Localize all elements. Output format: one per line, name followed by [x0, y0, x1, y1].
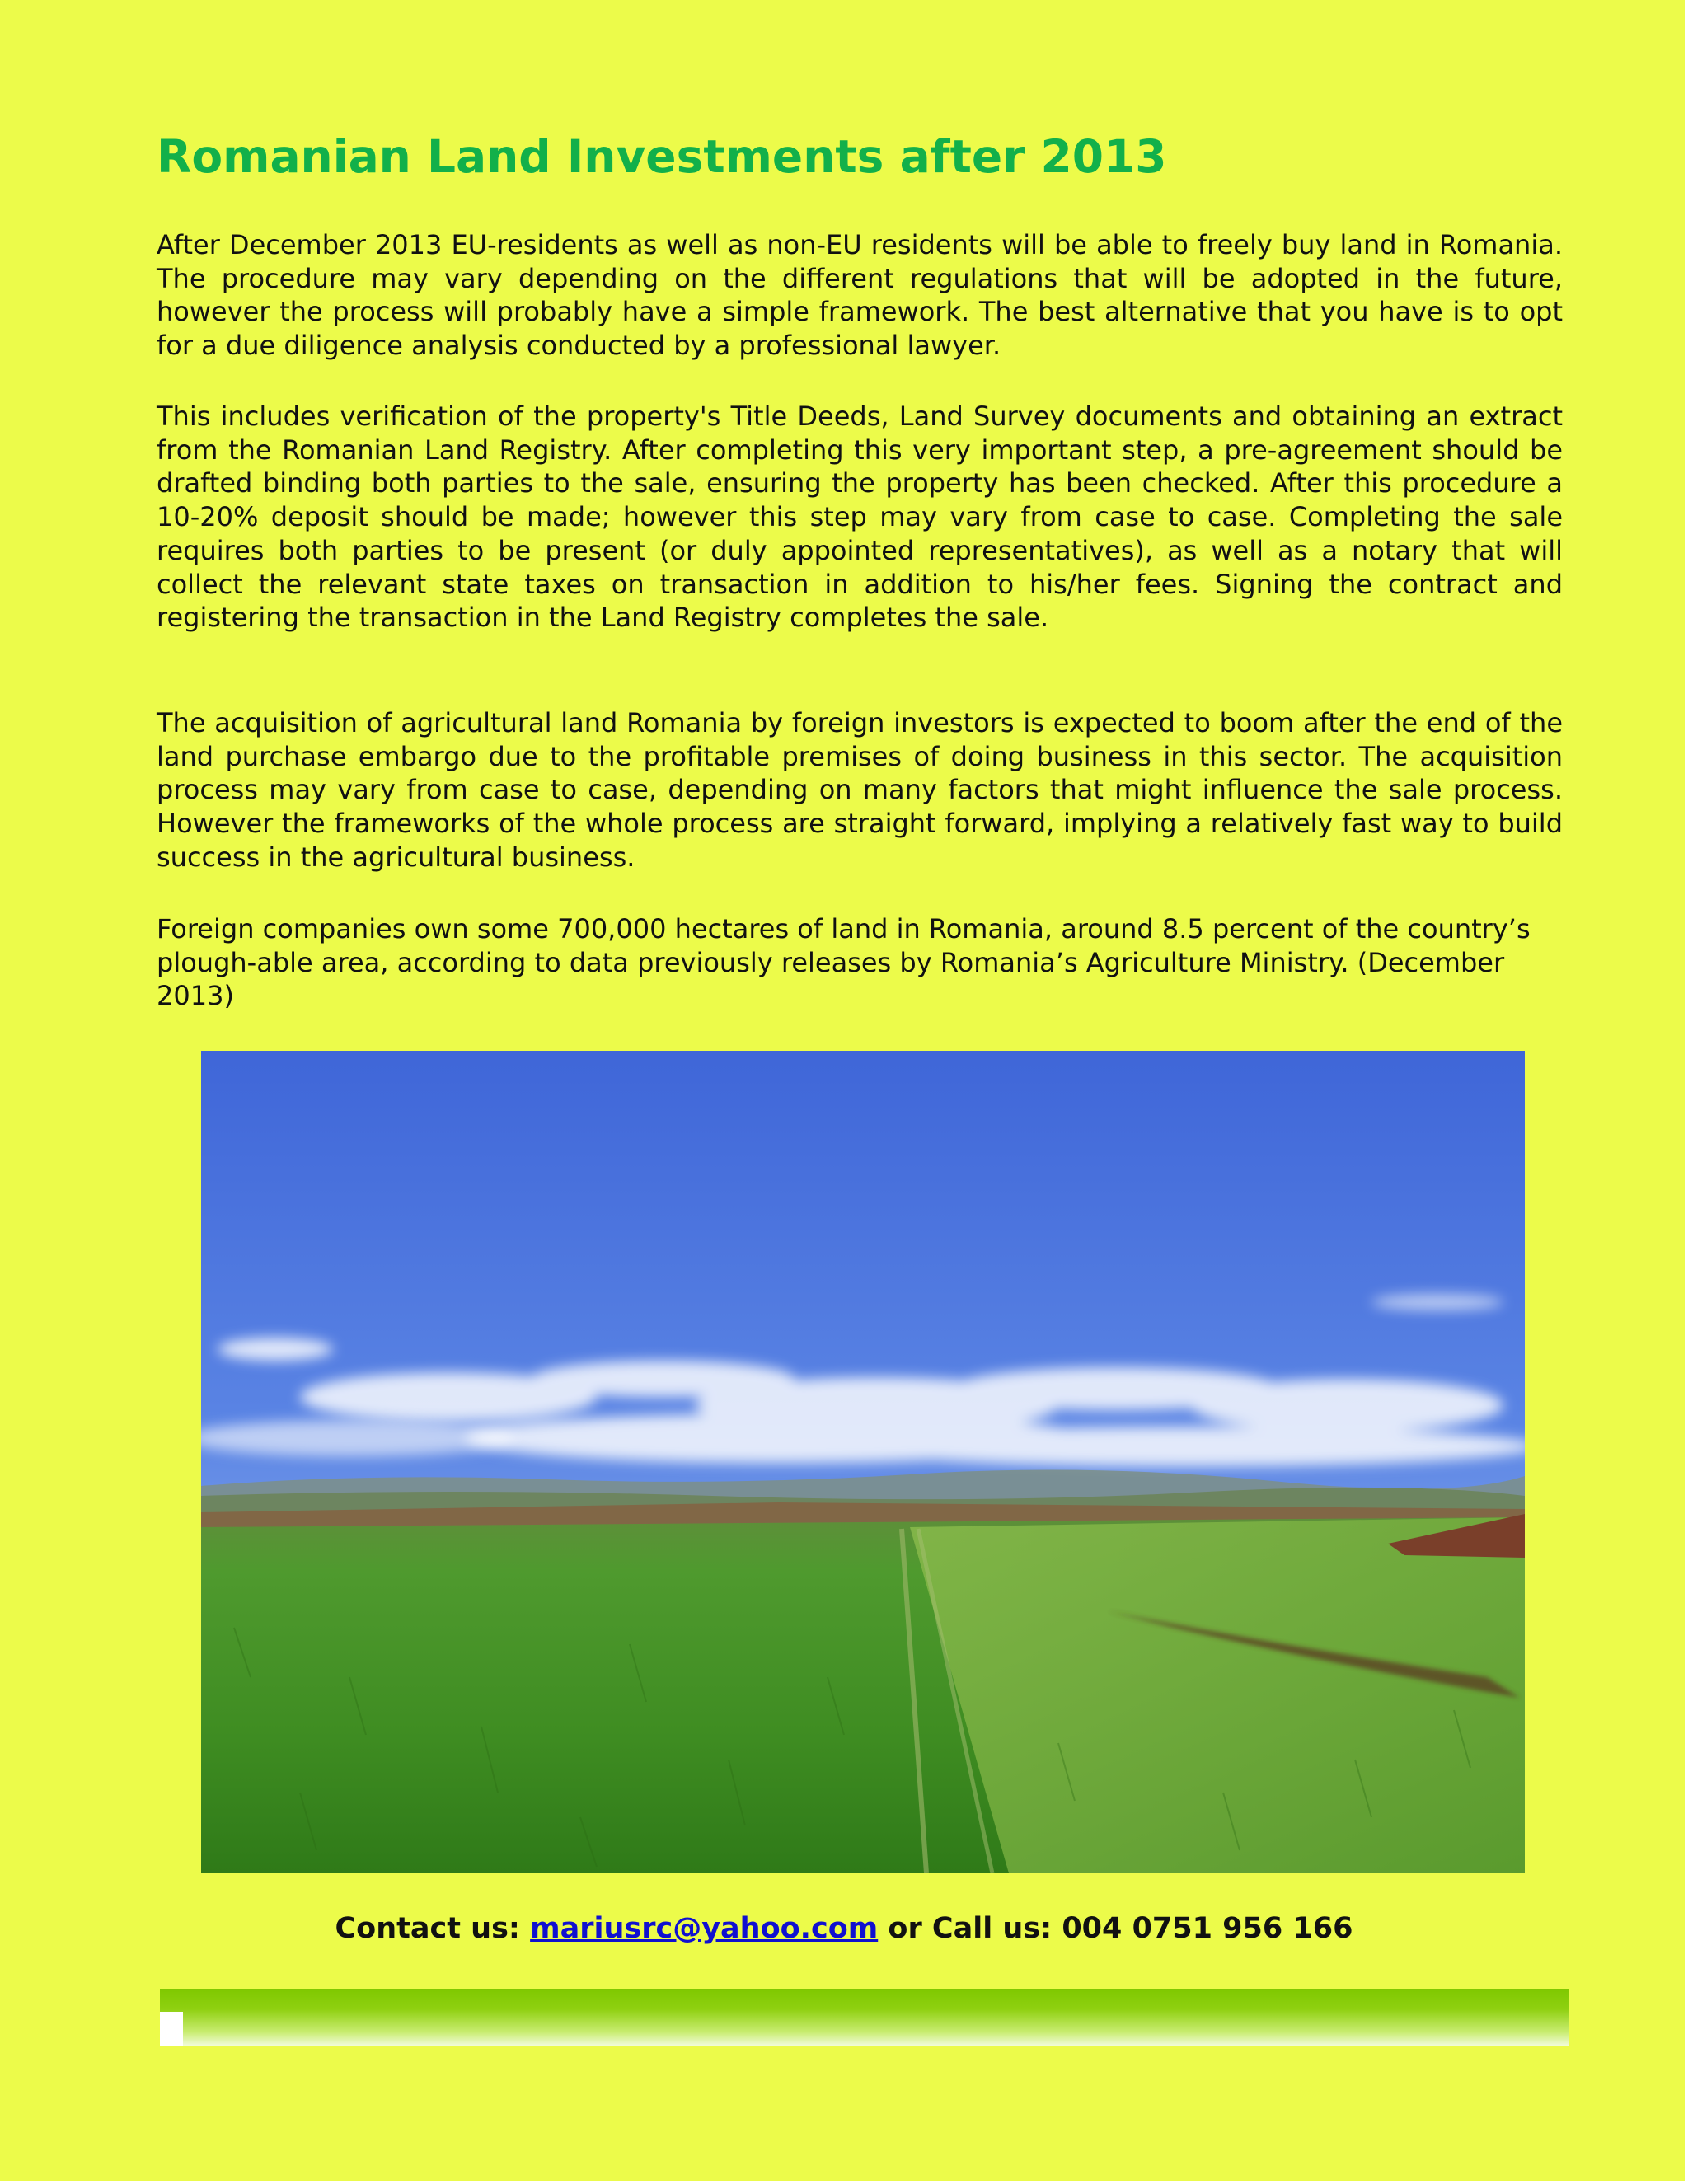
contact-line — [0, 1912, 1688, 1945]
paragraph-procedure: This includes verification of the property's Title Deeds, Land Survey documents and obtaining an extract from the Romanian Land Registry. After completing this very important step, a pre-agreement should be drafted binding both parties to the sale, ensuring the property has been checked. After this procedure a 10-20% deposit should be made; however this step may vary from case to case. Completing the sale requires both parties to be present (or duly appointed representatives), as well as a notary that will collect the relevant state taxes on transaction in addition to his/her fees. Signing the contract and registering the transaction in the Land Registry completes the sale. — [157, 401, 1563, 634]
phone-number: 004 0751 956 166 — [1062, 1912, 1353, 1945]
paragraph-intro: After December 2013 EU-residents as well as non-EU residents will be able to freely buy land in Romania. The procedure may vary depending on the different regulations that will be adopted in the future, however the process will probably have a simple framework. The best alternative that you have is to opt for a due diligence analysis conducted by a professional lawyer. — [157, 229, 1563, 362]
contact-email-link[interactable]: mariusrc@yahoo.com — [530, 1912, 879, 1945]
farmland-photo — [201, 1051, 1525, 1873]
contact-label: Contact us: — [335, 1912, 520, 1945]
footer-gradient-bar — [160, 1989, 1569, 2046]
page-title: Romanian Land Investments after 2013 — [157, 130, 1167, 183]
call-label: or Call us: — [888, 1912, 1053, 1945]
paragraph-foreign-ownership: Foreign companies own some 700,000 hectares of land in Romania, around 8.5 percent of the country’s plough-able area, according to data previously releases by Romania’s Agriculture Ministry. (December 2013) — [157, 913, 1531, 1012]
footer-corner-tab — [160, 2012, 183, 2046]
paragraph-acquisition: The acquisition of agricultural land Romania by foreign investors is expected to boom after the end of the land purchase embargo due to the profitable premises of doing business in this sector. The acquisition process may vary from case to case, depending on many factors that might influence the sale process. However the frameworks of the whole process are straight forward, implying a relatively fast way to build success in the agricultural business. — [157, 707, 1563, 873]
